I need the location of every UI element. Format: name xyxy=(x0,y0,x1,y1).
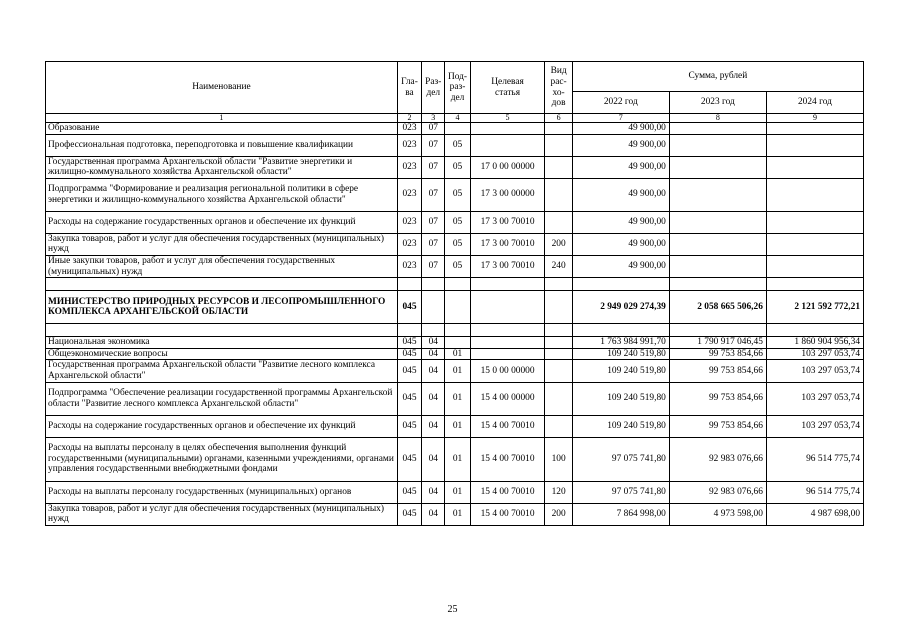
table-row xyxy=(46,481,864,503)
cell-celevaya-statya xyxy=(470,134,545,156)
cell-sum-2024: 2 121 592 772,21 xyxy=(766,291,863,324)
cell-podrazdel: 05 xyxy=(445,156,470,178)
empty-cell xyxy=(669,278,766,291)
cell-sum-2022: 97 075 741,80 xyxy=(572,481,669,503)
row-name: Подпрограмма "Формирование и реализация региональной политики в сфере энергетики и жилищно-коммунального хозяйства Архангельской области" xyxy=(46,178,398,211)
header-year-2024: 2024 год xyxy=(766,92,863,114)
header-year-2022: 2022 год xyxy=(572,92,669,114)
cell-podrazdel xyxy=(445,337,470,349)
cell-glava: 023 xyxy=(397,178,421,211)
budget-document xyxy=(45,61,864,526)
row-name: Подпрограмма "Обеспечение реализации государственной программы Архангельской области "Развитие лесного комплекса Архангельской области" xyxy=(46,382,398,415)
cell-glava: 023 xyxy=(397,211,421,233)
cell-podrazdel xyxy=(445,123,470,135)
page-number: 25 xyxy=(447,604,458,615)
budget-table xyxy=(45,61,864,526)
cell-sum-2023 xyxy=(669,255,766,277)
cell-celevaya-statya: 17 3 00 70010 xyxy=(470,233,545,255)
table-row xyxy=(46,255,864,277)
cell-glava: 023 xyxy=(397,134,421,156)
cell-sum-2023: 1 790 917 046,45 xyxy=(669,337,766,349)
cell-podrazdel: 01 xyxy=(445,382,470,415)
cell-vid-rashodov xyxy=(545,360,572,382)
cell-razdel: 07 xyxy=(422,255,445,277)
empty-cell xyxy=(669,324,766,337)
cell-sum-2024: 4 987 698,00 xyxy=(766,503,863,525)
cell-razdel: 04 xyxy=(422,503,445,525)
cell-celevaya-statya: 15 4 00 70010 xyxy=(470,481,545,503)
header-glava: Гла- ва xyxy=(397,62,421,114)
cell-glava: 045 xyxy=(397,348,421,360)
cell-podrazdel: 01 xyxy=(445,481,470,503)
cell-razdel: 07 xyxy=(422,233,445,255)
cell-sum-2024: 103 297 053,74 xyxy=(766,382,863,415)
row-name: Закупка товаров, работ и услуг для обеспечения государственных (муниципальных) нужд xyxy=(46,503,398,525)
table-row xyxy=(46,211,864,233)
column-number: 7 xyxy=(572,114,669,123)
row-name: Государственная программа Архангельской области "Развитие лесного комплекса Архангельской области" xyxy=(46,360,398,382)
cell-podrazdel xyxy=(445,291,470,324)
cell-sum-2022: 49 900,00 xyxy=(572,134,669,156)
cell-podrazdel: 05 xyxy=(445,178,470,211)
empty-cell xyxy=(572,278,669,291)
cell-sum-2023 xyxy=(669,178,766,211)
cell-sum-2022: 97 075 741,80 xyxy=(572,437,669,481)
cell-celevaya-statya: 15 4 00 70010 xyxy=(470,415,545,437)
column-number: 2 xyxy=(397,114,421,123)
cell-celevaya-statya xyxy=(470,291,545,324)
header-celevaya-statya: Целевая статья xyxy=(470,62,545,114)
cell-podrazdel: 05 xyxy=(445,134,470,156)
cell-sum-2022: 49 900,00 xyxy=(572,255,669,277)
table-row xyxy=(46,382,864,415)
cell-sum-2024: 103 297 053,74 xyxy=(766,415,863,437)
cell-glava: 023 xyxy=(397,156,421,178)
cell-glava: 045 xyxy=(397,360,421,382)
table-row xyxy=(46,437,864,481)
table-row xyxy=(46,291,864,324)
cell-podrazdel: 01 xyxy=(445,503,470,525)
cell-glava: 045 xyxy=(397,415,421,437)
row-name: Расходы на содержание государственных органов и обеспечение их функций xyxy=(46,415,398,437)
cell-sum-2022: 2 949 029 274,39 xyxy=(572,291,669,324)
cell-vid-rashodov xyxy=(545,156,572,178)
header-vid-rashodov: Вид рас- хо- дов xyxy=(545,62,572,114)
cell-razdel: 04 xyxy=(422,437,445,481)
cell-vid-rashodov xyxy=(545,337,572,349)
column-number: 8 xyxy=(669,114,766,123)
cell-razdel: 07 xyxy=(422,211,445,233)
cell-podrazdel: 01 xyxy=(445,415,470,437)
cell-sum-2022: 49 900,00 xyxy=(572,178,669,211)
empty-cell xyxy=(470,278,545,291)
cell-sum-2024 xyxy=(766,134,863,156)
cell-razdel: 07 xyxy=(422,156,445,178)
cell-glava: 023 xyxy=(397,255,421,277)
cell-vid-rashodov: 200 xyxy=(545,503,572,525)
cell-razdel: 07 xyxy=(422,178,445,211)
cell-podrazdel: 01 xyxy=(445,360,470,382)
cell-vid-rashodov xyxy=(545,178,572,211)
cell-sum-2023 xyxy=(669,156,766,178)
spacer-row xyxy=(46,278,864,291)
cell-vid-rashodov: 100 xyxy=(545,437,572,481)
header-podrazdel: Под- раз- дел xyxy=(445,62,470,114)
cell-glava: 023 xyxy=(397,123,421,135)
empty-cell xyxy=(422,278,445,291)
table-row xyxy=(46,360,864,382)
empty-cell xyxy=(397,278,421,291)
cell-podrazdel: 01 xyxy=(445,348,470,360)
cell-sum-2023: 92 983 076,66 xyxy=(669,437,766,481)
cell-celevaya-statya: 15 4 00 70010 xyxy=(470,503,545,525)
header-year-2023: 2023 год xyxy=(669,92,766,114)
empty-cell xyxy=(422,324,445,337)
cell-sum-2023 xyxy=(669,123,766,135)
column-number: 9 xyxy=(766,114,863,123)
column-number: 5 xyxy=(470,114,545,123)
cell-razdel: 04 xyxy=(422,481,445,503)
cell-celevaya-statya: 17 3 00 70010 xyxy=(470,211,545,233)
cell-sum-2022: 109 240 519,80 xyxy=(572,360,669,382)
table-row xyxy=(46,156,864,178)
table-row xyxy=(46,233,864,255)
cell-sum-2024: 96 514 775,74 xyxy=(766,437,863,481)
table-row xyxy=(46,134,864,156)
cell-vid-rashodov xyxy=(545,291,572,324)
column-number: 1 xyxy=(46,114,398,123)
cell-sum-2022: 1 763 984 991,70 xyxy=(572,337,669,349)
row-name: Профессиональная подготовка, переподготовка и повышение квалификации xyxy=(46,134,398,156)
spacer-row xyxy=(46,324,864,337)
cell-sum-2023 xyxy=(669,233,766,255)
table-row xyxy=(46,123,864,135)
empty-cell xyxy=(46,324,398,337)
empty-cell xyxy=(46,278,398,291)
column-number: 3 xyxy=(422,114,445,123)
cell-vid-rashodov xyxy=(545,382,572,415)
cell-sum-2023: 99 753 854,66 xyxy=(669,415,766,437)
cell-sum-2022: 7 864 998,00 xyxy=(572,503,669,525)
cell-sum-2022: 49 900,00 xyxy=(572,211,669,233)
cell-celevaya-statya: 15 4 00 00000 xyxy=(470,382,545,415)
table-row xyxy=(46,415,864,437)
empty-cell xyxy=(766,324,863,337)
cell-vid-rashodov: 200 xyxy=(545,233,572,255)
cell-razdel: 04 xyxy=(422,348,445,360)
empty-cell xyxy=(470,324,545,337)
cell-vid-rashodov: 120 xyxy=(545,481,572,503)
cell-sum-2023: 99 753 854,66 xyxy=(669,360,766,382)
cell-sum-2022: 49 900,00 xyxy=(572,123,669,135)
cell-sum-2022: 49 900,00 xyxy=(572,156,669,178)
cell-sum-2024 xyxy=(766,233,863,255)
cell-sum-2024: 103 297 053,74 xyxy=(766,348,863,360)
cell-razdel: 04 xyxy=(422,360,445,382)
row-name: Расходы на содержание государственных органов и обеспечение их функций xyxy=(46,211,398,233)
cell-sum-2023: 2 058 665 506,26 xyxy=(669,291,766,324)
cell-sum-2024 xyxy=(766,255,863,277)
cell-podrazdel: 05 xyxy=(445,255,470,277)
header-name: Наименование xyxy=(46,62,398,114)
header-summa: Сумма, рублей xyxy=(572,62,863,92)
cell-vid-rashodov xyxy=(545,415,572,437)
row-name: Расходы на выплаты персоналу государственных (муниципальных) органов xyxy=(46,481,398,503)
row-name: Иные закупки товаров, работ и услуг для обеспечения государственных (муниципальных) нужд xyxy=(46,255,398,277)
cell-sum-2023: 92 983 076,66 xyxy=(669,481,766,503)
table-row xyxy=(46,337,864,349)
cell-sum-2024 xyxy=(766,123,863,135)
cell-vid-rashodov xyxy=(545,348,572,360)
cell-sum-2022: 109 240 519,80 xyxy=(572,348,669,360)
cell-sum-2022: 109 240 519,80 xyxy=(572,415,669,437)
cell-celevaya-statya: 17 0 00 00000 xyxy=(470,156,545,178)
cell-glava: 045 xyxy=(397,291,421,324)
column-number: 6 xyxy=(545,114,572,123)
row-name: Закупка товаров, работ и услуг для обеспечения государственных (муниципальных) нужд xyxy=(46,233,398,255)
cell-razdel: 04 xyxy=(422,337,445,349)
header-razdel: Раз- дел xyxy=(422,62,445,114)
cell-glava: 045 xyxy=(397,437,421,481)
table-row xyxy=(46,178,864,211)
cell-sum-2024: 96 514 775,74 xyxy=(766,481,863,503)
cell-glava: 045 xyxy=(397,382,421,415)
cell-razdel: 07 xyxy=(422,123,445,135)
cell-celevaya-statya xyxy=(470,123,545,135)
row-name: Образование xyxy=(46,123,398,135)
empty-cell xyxy=(545,324,572,337)
empty-cell xyxy=(766,278,863,291)
cell-celevaya-statya: 15 4 00 70010 xyxy=(470,437,545,481)
cell-glava: 045 xyxy=(397,503,421,525)
cell-celevaya-statya: 15 0 00 00000 xyxy=(470,360,545,382)
cell-vid-rashodov xyxy=(545,134,572,156)
column-number: 4 xyxy=(445,114,470,123)
cell-razdel: 07 xyxy=(422,134,445,156)
cell-razdel: 04 xyxy=(422,382,445,415)
cell-podrazdel: 01 xyxy=(445,437,470,481)
cell-sum-2024: 1 860 904 956,34 xyxy=(766,337,863,349)
cell-sum-2024 xyxy=(766,156,863,178)
cell-sum-2024 xyxy=(766,211,863,233)
cell-vid-rashodov: 240 xyxy=(545,255,572,277)
empty-cell xyxy=(397,324,421,337)
cell-glava: 045 xyxy=(397,481,421,503)
table-row xyxy=(46,348,864,360)
cell-sum-2024: 103 297 053,74 xyxy=(766,360,863,382)
cell-celevaya-statya xyxy=(470,337,545,349)
cell-glava: 023 xyxy=(397,233,421,255)
cell-vid-rashodov xyxy=(545,123,572,135)
row-name: Национальная экономика xyxy=(46,337,398,349)
cell-podrazdel: 05 xyxy=(445,233,470,255)
row-name: МИНИСТЕРСТВО ПРИРОДНЫХ РЕСУРСОВ И ЛЕСОПРОМЫШЛЕННОГО КОМПЛЕКСА АРХАНГЕЛЬСКОЙ ОБЛАСТИ xyxy=(46,291,398,324)
cell-celevaya-statya: 17 3 00 00000 xyxy=(470,178,545,211)
cell-sum-2023 xyxy=(669,134,766,156)
cell-sum-2023: 99 753 854,66 xyxy=(669,348,766,360)
cell-sum-2023: 99 753 854,66 xyxy=(669,382,766,415)
row-name: Государственная программа Архангельской области "Развитие энергетики и жилищно-коммунального хозяйства Архангельской области" xyxy=(46,156,398,178)
cell-razdel: 04 xyxy=(422,415,445,437)
cell-sum-2022: 109 240 519,80 xyxy=(572,382,669,415)
cell-podrazdel: 05 xyxy=(445,211,470,233)
empty-cell xyxy=(572,324,669,337)
cell-razdel xyxy=(422,291,445,324)
empty-cell xyxy=(445,324,470,337)
cell-sum-2024 xyxy=(766,178,863,211)
cell-sum-2023 xyxy=(669,211,766,233)
cell-glava: 045 xyxy=(397,337,421,349)
column-number-row xyxy=(46,114,864,123)
cell-celevaya-statya xyxy=(470,348,545,360)
cell-celevaya-statya: 17 3 00 70010 xyxy=(470,255,545,277)
cell-sum-2023: 4 973 598,00 xyxy=(669,503,766,525)
empty-cell xyxy=(545,278,572,291)
row-name: Общеэкономические вопросы xyxy=(46,348,398,360)
table-row xyxy=(46,503,864,525)
cell-vid-rashodov xyxy=(545,211,572,233)
row-name: Расходы на выплаты персоналу в целях обеспечения выполнения функций государственными (муниципальными) органами, казенными учреждениями, органами управления государственными внебюджетными фондами xyxy=(46,437,398,481)
table-body xyxy=(46,123,864,526)
cell-sum-2022: 49 900,00 xyxy=(572,233,669,255)
empty-cell xyxy=(445,278,470,291)
